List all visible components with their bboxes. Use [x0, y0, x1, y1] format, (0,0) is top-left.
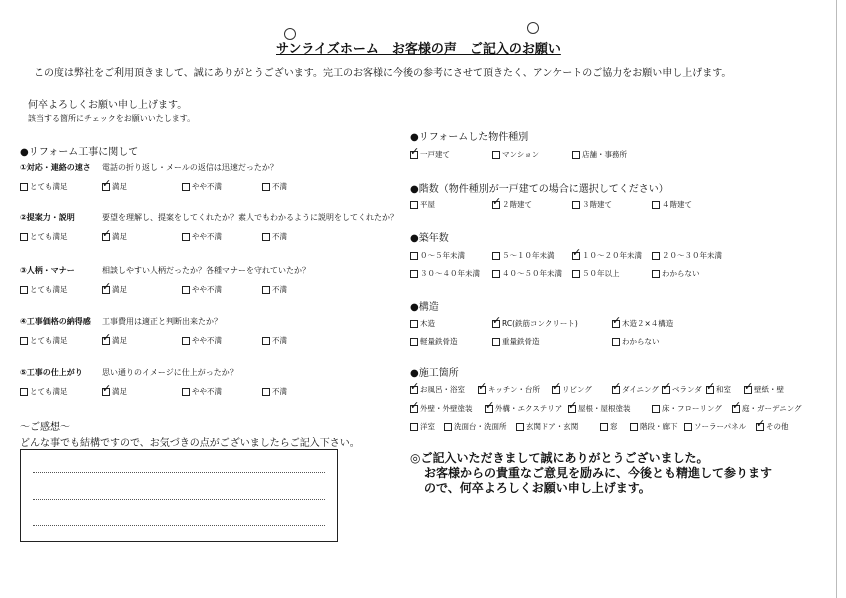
- section-title: ●築年数: [410, 233, 449, 244]
- checkbox-label: 木造: [420, 319, 435, 328]
- checkbox-label: 窓: [610, 422, 618, 431]
- question-label: ①対応・連絡の速さ: [20, 163, 91, 172]
- checkbox-label: 洗面台・洗面所: [454, 422, 507, 431]
- checkbox[interactable]: [744, 386, 752, 394]
- checkbox-option[interactable]: [262, 335, 287, 346]
- checkbox[interactable]: [492, 201, 500, 209]
- checkbox[interactable]: [478, 386, 486, 394]
- checkbox-option[interactable]: [410, 384, 465, 395]
- checkbox-option[interactable]: [485, 403, 562, 414]
- checkbox-option[interactable]: [756, 421, 789, 432]
- checkbox[interactable]: [182, 233, 190, 241]
- checkbox[interactable]: [444, 423, 452, 431]
- checkbox-label: 庭・ガーデニング: [742, 404, 802, 413]
- checkbox[interactable]: [20, 233, 28, 241]
- checkbox-option[interactable]: [182, 335, 222, 346]
- checkbox-option[interactable]: [662, 384, 702, 395]
- question-text: 電話の折り返し・メールの返信は迅速だったか？: [102, 163, 278, 172]
- checkbox-option[interactable]: [568, 403, 631, 414]
- checkbox-label: １０～２０年未満: [582, 251, 642, 260]
- checkbox[interactable]: [102, 388, 110, 396]
- question-label: ④工事価格の納得感: [20, 317, 91, 326]
- checkbox[interactable]: [20, 337, 28, 345]
- checkbox[interactable]: [492, 338, 500, 346]
- checkbox-label: 不満: [272, 285, 287, 294]
- checkbox-label: 店舗・事務所: [582, 150, 627, 159]
- checkbox-label: やや不満: [192, 387, 222, 396]
- intro-text-2: 何卒よろしくお願い申し上げます。: [28, 100, 188, 111]
- checkbox-option[interactable]: [492, 336, 540, 347]
- checkbox-label: 不満: [272, 182, 287, 191]
- checkbox-option[interactable]: [572, 149, 627, 160]
- checkbox-option[interactable]: [102, 386, 127, 397]
- checkbox-label: とても満足: [30, 387, 68, 396]
- checkbox-option[interactable]: [612, 318, 673, 329]
- checkbox[interactable]: [182, 183, 190, 191]
- checkbox[interactable]: [262, 337, 270, 345]
- checkbox[interactable]: [410, 252, 418, 260]
- checkbox[interactable]: [20, 183, 28, 191]
- checkbox-label: とても満足: [30, 232, 68, 241]
- checkbox-option[interactable]: [478, 384, 540, 395]
- checkbox[interactable]: [182, 388, 190, 396]
- checkbox-option[interactable]: [612, 384, 659, 395]
- checkbox-option[interactable]: [102, 335, 127, 346]
- checkbox[interactable]: [262, 233, 270, 241]
- checkbox-label: 階段・廊下: [640, 422, 678, 431]
- checkbox[interactable]: [662, 386, 670, 394]
- checkbox[interactable]: [182, 337, 190, 345]
- checkbox-label: やや不満: [192, 336, 222, 345]
- checkbox-option[interactable]: [572, 268, 620, 279]
- checkbox-option[interactable]: [102, 231, 127, 242]
- checkbox-label: ３階建て: [582, 200, 612, 209]
- checkbox-label: お風呂・浴室: [420, 385, 465, 394]
- checkbox-option[interactable]: [20, 284, 68, 295]
- question-text: 要望を理解し、提案をしてくれたか？素人でもわかるように説明をしてくれたか？: [102, 213, 398, 222]
- checkbox-label: やや不満: [192, 232, 222, 241]
- closing-line-1: ◎ご記入いただきまして誠にありがとうございました。: [410, 451, 709, 465]
- checkbox[interactable]: [492, 151, 500, 159]
- instruction-text: 該当する箇所にチェックをお願いいたします。: [28, 114, 196, 123]
- checkbox-label: RC(鉄筋コンクリート): [502, 319, 578, 328]
- checkbox-label: 一戸建て: [420, 150, 450, 159]
- comment-line: [33, 499, 325, 500]
- checkbox[interactable]: [572, 201, 580, 209]
- checkbox-label: 不満: [272, 232, 287, 241]
- checkbox[interactable]: [410, 270, 418, 278]
- checkbox[interactable]: [492, 270, 500, 278]
- checkbox-label: 平屋: [420, 200, 435, 209]
- checkbox-label: ４０～５０年未満: [502, 269, 562, 278]
- checkbox[interactable]: [262, 286, 270, 294]
- checkbox-option[interactable]: [492, 149, 539, 160]
- checkbox[interactable]: [612, 338, 620, 346]
- checkbox[interactable]: [612, 320, 620, 328]
- question-label: ②提案力・説明: [20, 213, 75, 222]
- checkbox-label: その他: [766, 422, 789, 431]
- section-title: ●階数（物件種別が一戸建ての場合に選択してください）: [410, 184, 669, 195]
- checkbox-label: 不満: [272, 387, 287, 396]
- checkbox-option[interactable]: [20, 231, 68, 242]
- checkbox-option[interactable]: [262, 231, 287, 242]
- closing-line-3: ので、何卒よろしくお願い申し上げます。: [424, 481, 651, 495]
- question-label: ⑤工事の仕上がり: [20, 368, 83, 377]
- checkbox-option[interactable]: [612, 336, 660, 347]
- checkbox-option[interactable]: [20, 386, 68, 397]
- checkbox[interactable]: [102, 286, 110, 294]
- left-section-title: ●リフォーム工事に関して: [20, 147, 139, 158]
- checkbox-option[interactable]: [102, 284, 127, 295]
- checkbox-option[interactable]: [744, 384, 784, 395]
- comment-line: [33, 525, 325, 526]
- checkbox[interactable]: [485, 405, 493, 413]
- checkbox-label: 洋室: [420, 422, 435, 431]
- checkbox-label: とても満足: [30, 336, 68, 345]
- impressions-prompt: どんな事でも結構ですので、お気づきの点がございましたらご記入下さい。: [20, 438, 360, 449]
- checkbox[interactable]: [684, 423, 692, 431]
- page-edge-line: [836, 0, 837, 598]
- checkbox-option[interactable]: [706, 384, 731, 395]
- checkbox[interactable]: [652, 405, 660, 413]
- checkbox-label: 満足: [112, 232, 127, 241]
- checkbox[interactable]: [630, 423, 638, 431]
- checkbox[interactable]: [182, 286, 190, 294]
- checkbox[interactable]: [756, 423, 764, 431]
- checkbox[interactable]: [732, 405, 740, 413]
- checkbox-option[interactable]: [630, 421, 678, 432]
- section-title: ●リフォームした物件種別: [410, 132, 529, 143]
- question-text: 相談しやすい人柄だったか？各種マナーを守れていたか？: [102, 266, 310, 275]
- checkbox[interactable]: [652, 201, 660, 209]
- checkbox-option[interactable]: [410, 403, 473, 414]
- checkbox-label: 外構・エクステリア: [495, 404, 563, 413]
- checkbox-label: ２階建て: [502, 200, 532, 209]
- checkbox-option[interactable]: [20, 335, 68, 346]
- checkbox-option[interactable]: [652, 250, 722, 261]
- checkbox-option[interactable]: [182, 284, 222, 295]
- checkbox-option[interactable]: [410, 421, 435, 432]
- checkbox-option[interactable]: [492, 268, 562, 279]
- checkbox-option[interactable]: [182, 386, 222, 397]
- checkbox[interactable]: [410, 338, 418, 346]
- checkbox-option[interactable]: [492, 318, 578, 329]
- checkbox-option[interactable]: [684, 421, 746, 432]
- checkbox[interactable]: [20, 388, 28, 396]
- checkbox-option[interactable]: [652, 268, 700, 279]
- checkbox-label: ０～５年未満: [420, 251, 465, 260]
- checkbox-option[interactable]: [102, 181, 127, 192]
- checkbox-label: とても満足: [30, 182, 68, 191]
- checkbox-option[interactable]: [410, 149, 450, 160]
- checkbox-label: ソーラーパネル: [694, 422, 747, 431]
- checkbox-label: とても満足: [30, 285, 68, 294]
- checkbox[interactable]: [706, 386, 714, 394]
- checkbox[interactable]: [492, 320, 500, 328]
- checkbox[interactable]: [410, 201, 418, 209]
- question-label: ③人柄・マナー: [20, 266, 75, 275]
- checkbox[interactable]: [492, 252, 500, 260]
- checkbox-label: 軽量鉄骨造: [420, 337, 458, 346]
- checkbox-option[interactable]: [20, 181, 68, 192]
- checkbox-label: やや不満: [192, 285, 222, 294]
- checkbox-label: ５～１０年未満: [502, 251, 555, 260]
- checkbox-label: 外壁・外壁塗装: [420, 404, 473, 413]
- checkbox[interactable]: [102, 183, 110, 191]
- checkbox-option[interactable]: [182, 231, 222, 242]
- checkbox-option[interactable]: [410, 268, 480, 279]
- checkbox[interactable]: [600, 423, 608, 431]
- checkbox-option[interactable]: [262, 181, 287, 192]
- closing-line-2: お客様からの貴重なご意見を励みに、今後とも精進して参ります: [424, 466, 773, 480]
- circle-mark: [527, 22, 539, 34]
- checkbox[interactable]: [410, 151, 418, 159]
- question-text: 思い通りのイメージに仕上がったか？: [102, 368, 238, 377]
- checkbox-option[interactable]: [732, 403, 802, 414]
- checkbox-label: 満足: [112, 182, 127, 191]
- checkbox[interactable]: [410, 423, 418, 431]
- checkbox-option[interactable]: [600, 421, 618, 432]
- comment-line: [33, 472, 325, 473]
- section-title: ●施工箇所: [410, 368, 459, 379]
- question-text: 工事費用は適正と判断出来たか？: [102, 317, 222, 326]
- checkbox[interactable]: [516, 423, 524, 431]
- checkbox-label: ３０～４０年未満: [420, 269, 480, 278]
- checkbox-option[interactable]: [262, 386, 287, 397]
- checkbox-option[interactable]: [572, 199, 612, 210]
- checkbox[interactable]: [652, 270, 660, 278]
- checkbox-option[interactable]: [652, 403, 722, 414]
- checkbox-label: 玄関ドア・玄関: [526, 422, 579, 431]
- checkbox[interactable]: [262, 388, 270, 396]
- page-title: サンライズホーム お客様の声 ご記入のお願い: [276, 42, 561, 57]
- checkbox-label: マンション: [502, 150, 540, 159]
- checkbox-label: 不満: [272, 336, 287, 345]
- checkbox-label: ベランダ: [672, 385, 702, 394]
- checkbox-option[interactable]: [572, 250, 642, 261]
- checkbox-label: ２０～３０年未満: [662, 251, 722, 260]
- checkbox[interactable]: [552, 386, 560, 394]
- checkbox-label: ダイニング: [622, 385, 659, 394]
- section-title: ●構造: [410, 302, 439, 313]
- checkbox-label: ４階建て: [662, 200, 692, 209]
- checkbox[interactable]: [410, 386, 418, 394]
- checkbox-option[interactable]: [516, 421, 578, 432]
- checkbox-label: ５０年以上: [582, 269, 620, 278]
- checkbox[interactable]: [102, 337, 110, 345]
- checkbox-option[interactable]: [444, 421, 507, 432]
- checkbox-option[interactable]: [410, 199, 435, 210]
- checkbox-label: キッチン・台所: [488, 385, 540, 394]
- checkbox-label: わからない: [662, 269, 700, 278]
- checkbox-option[interactable]: [492, 199, 532, 210]
- checkbox[interactable]: [572, 151, 580, 159]
- impressions-title: ～ご感想～: [20, 422, 70, 433]
- checkbox[interactable]: [410, 405, 418, 413]
- checkbox-label: 重量鉄骨造: [502, 337, 540, 346]
- checkbox-option[interactable]: [410, 250, 465, 261]
- checkbox-option[interactable]: [410, 318, 435, 329]
- checkbox[interactable]: [262, 183, 270, 191]
- checkbox[interactable]: [20, 286, 28, 294]
- checkbox-label: 満足: [112, 285, 127, 294]
- checkbox-option[interactable]: [552, 384, 592, 395]
- checkbox-label: リビング: [562, 385, 592, 394]
- checkbox-label: 屋根・屋根塗装: [578, 404, 631, 413]
- checkbox-label: 和室: [716, 385, 731, 394]
- checkbox-label: 壁紙・壁: [754, 385, 784, 394]
- checkbox[interactable]: [572, 270, 580, 278]
- checkbox[interactable]: [410, 320, 418, 328]
- intro-text: この度は弊社をご利用頂きまして、誠にありがとうございます。完工のお客様に今後の参考にさせて頂きたく、アンケートのご協力をお願い申し上げます。: [34, 68, 732, 79]
- checkbox-label: 床・フローリング: [662, 404, 722, 413]
- checkbox-label: やや不満: [192, 182, 222, 191]
- checkbox-option[interactable]: [182, 181, 222, 192]
- checkbox-label: 満足: [112, 336, 127, 345]
- checkbox-label: 満足: [112, 387, 127, 396]
- checkbox[interactable]: [572, 252, 580, 260]
- checkbox-option[interactable]: [652, 199, 692, 210]
- comment-box[interactable]: [20, 449, 338, 542]
- checkbox-option[interactable]: [492, 250, 555, 261]
- checkbox[interactable]: [568, 405, 576, 413]
- checkbox-option[interactable]: [410, 336, 458, 347]
- checkbox[interactable]: [102, 233, 110, 241]
- checkbox-label: 木造２×４構造: [622, 319, 674, 328]
- checkbox[interactable]: [612, 386, 620, 394]
- checkbox-label: わからない: [622, 337, 660, 346]
- checkbox-option[interactable]: [262, 284, 287, 295]
- checkbox[interactable]: [652, 252, 660, 260]
